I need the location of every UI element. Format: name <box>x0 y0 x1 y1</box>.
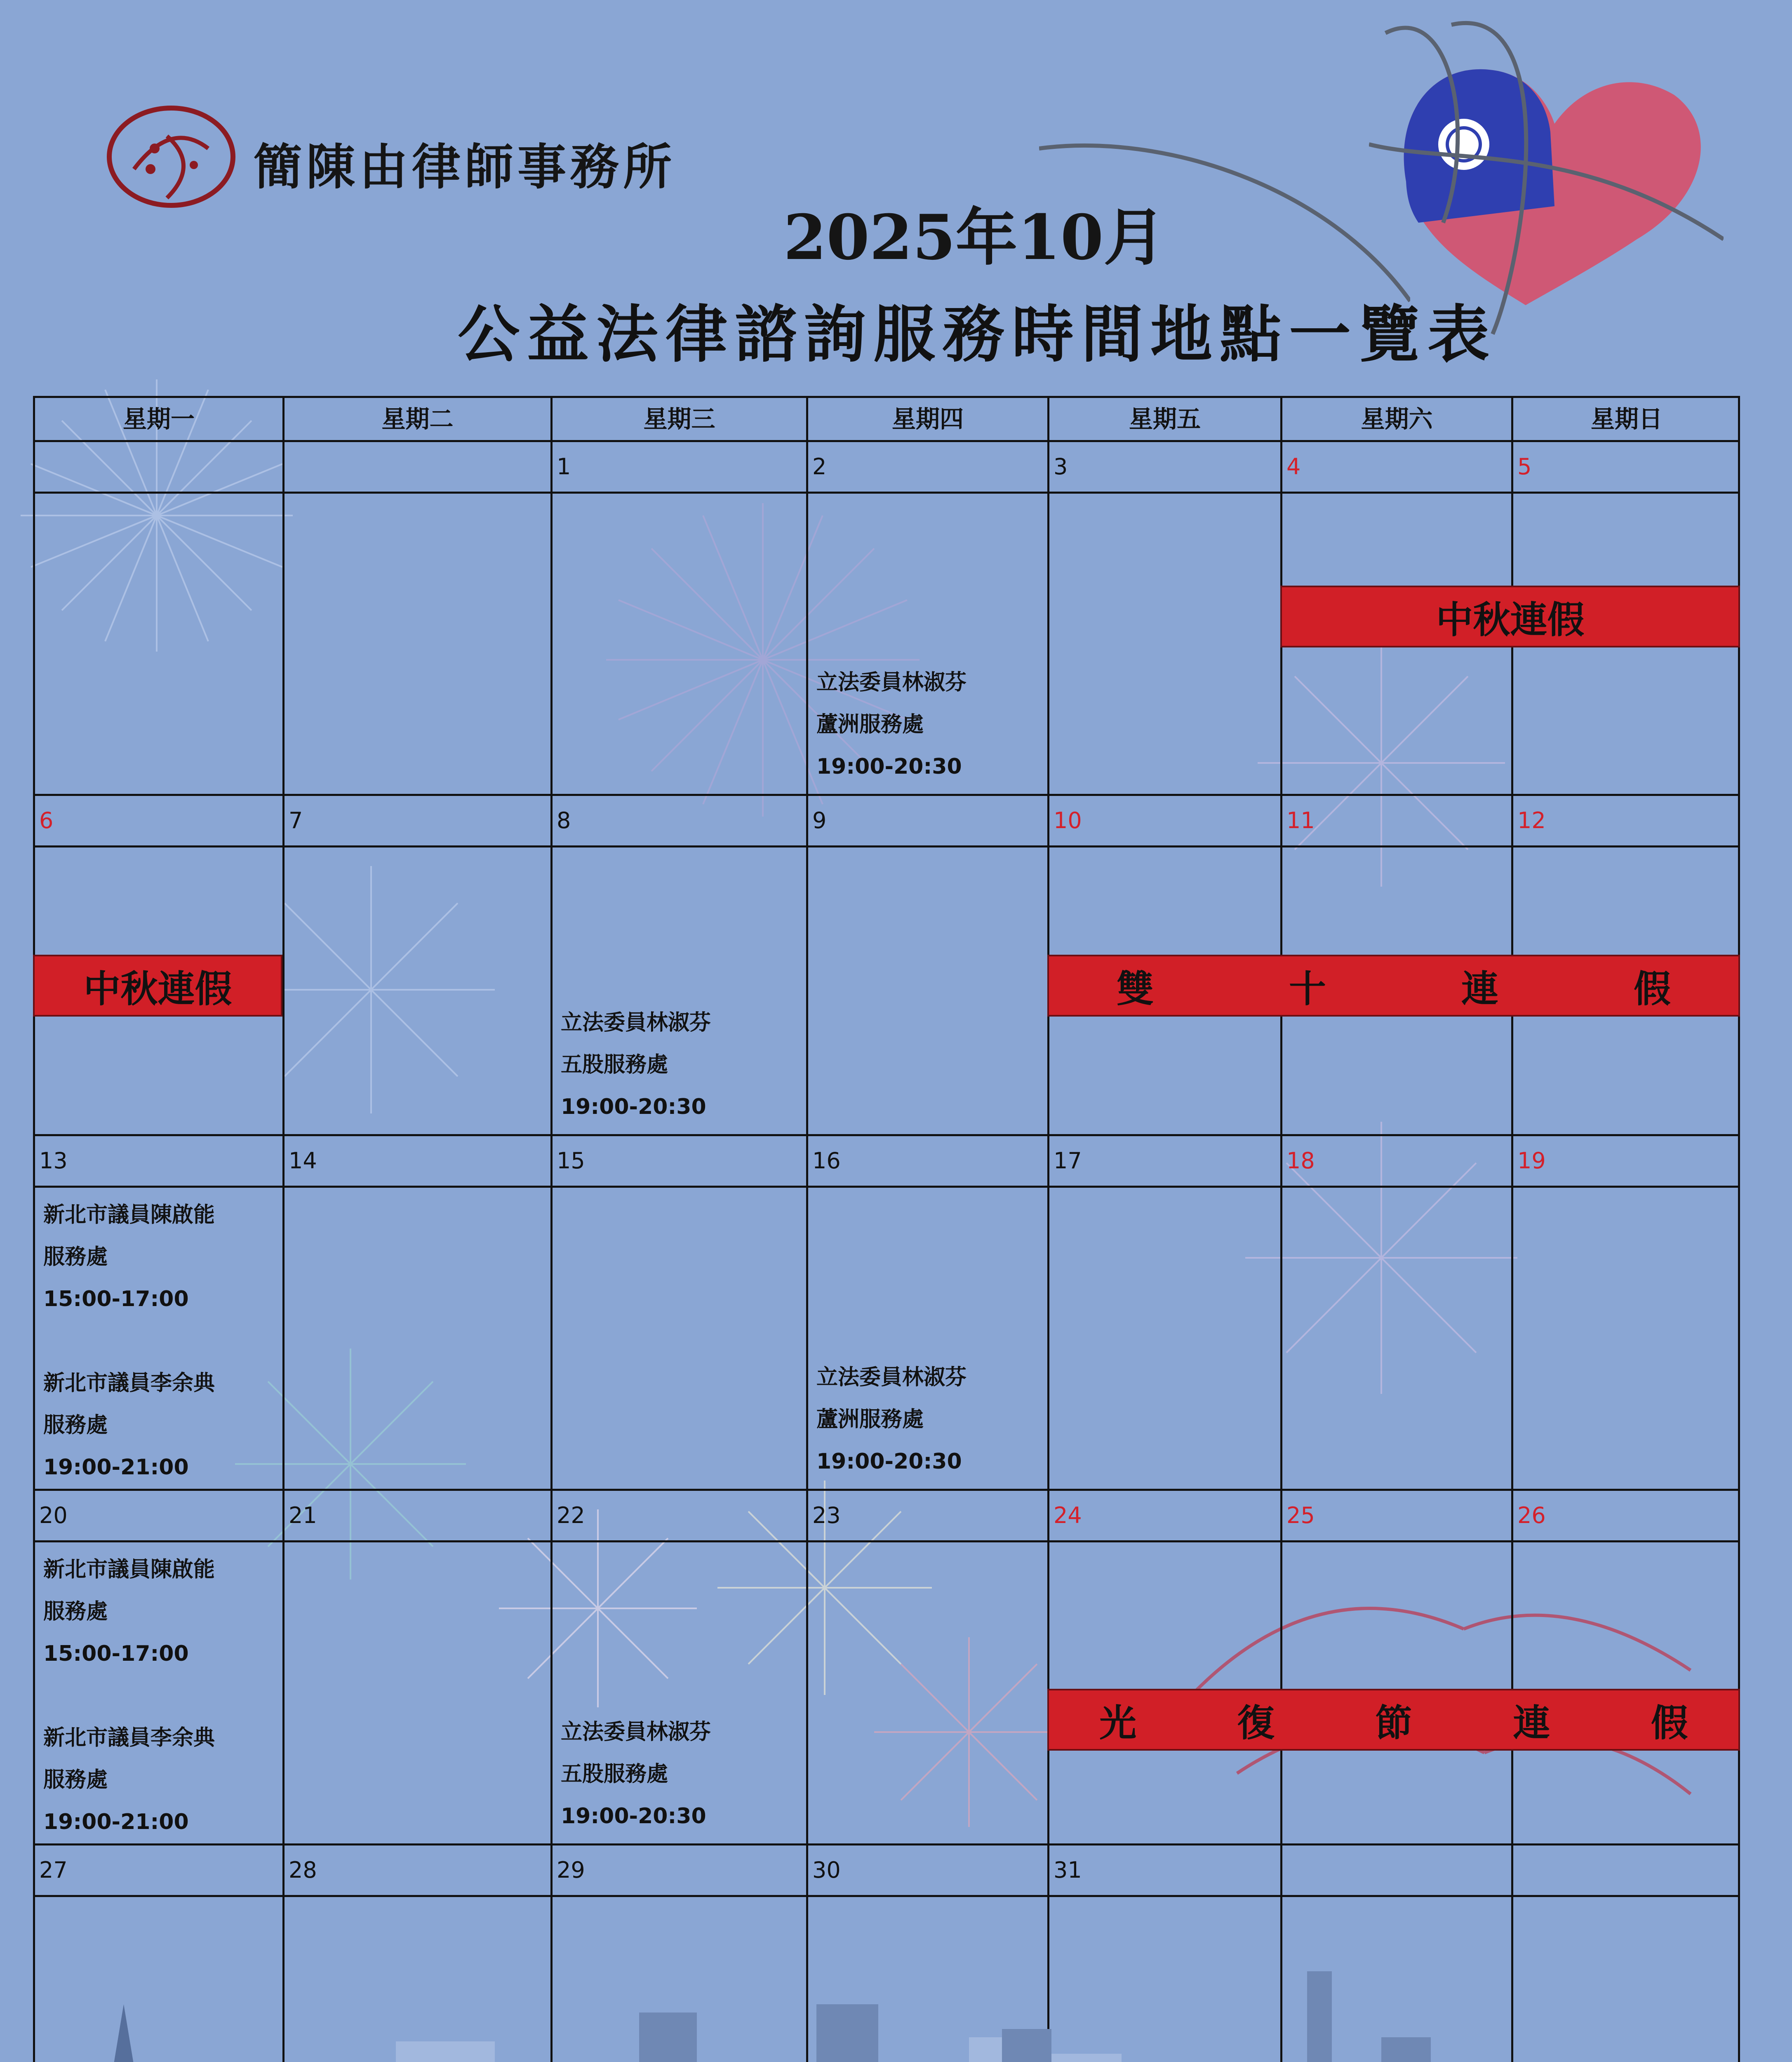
day-number: 19 <box>1513 1136 1740 1188</box>
entry-line <box>43 1320 215 1362</box>
entry-line: 新北市議員李余典 <box>43 1371 215 1396</box>
entry-line: 立法委員林淑芬 <box>816 670 967 695</box>
consultation-entry <box>43 1549 215 1843</box>
day-cell <box>808 1491 1049 1845</box>
day-number: 29 <box>553 1845 806 1897</box>
entry-line: 19:00-21:00 <box>43 1810 189 1834</box>
day-number: 17 <box>1049 1136 1280 1188</box>
day-cell <box>1049 1491 1282 1845</box>
day-cell <box>35 442 285 796</box>
entry-line: 新北市議員陳啟能 <box>43 1203 215 1227</box>
entry-line: 19:00-20:30 <box>816 1449 962 1474</box>
day-cell <box>553 442 808 796</box>
firm-name: 簡陳由律師事務所 <box>254 138 676 195</box>
day-cell <box>1282 1491 1513 1845</box>
day-number: 4 <box>1282 442 1511 494</box>
day-number: 31 <box>1049 1845 1280 1897</box>
entry-line: 立法委員林淑芬 <box>816 1365 967 1390</box>
day-number: 22 <box>553 1491 806 1542</box>
entry-line: 19:00-20:30 <box>561 1095 706 1119</box>
day-cell <box>1049 1136 1282 1491</box>
day-number <box>35 442 282 494</box>
banner-char: 假 <box>1634 967 1671 1011</box>
consultation-entry <box>816 1356 967 1483</box>
banner-char: 光 <box>1099 1701 1137 1745</box>
weekday-header: 星期六 <box>1282 398 1513 442</box>
entry-line: 服務處 <box>43 1599 108 1624</box>
day-number: 2 <box>808 442 1047 494</box>
banner-char: 節 <box>1375 1701 1412 1745</box>
weekday-header: 星期五 <box>1049 398 1282 442</box>
day-number: 18 <box>1282 1136 1511 1188</box>
day-number: 14 <box>285 1136 550 1188</box>
entry-line: 19:00-20:30 <box>561 1804 706 1829</box>
day-cell <box>285 796 553 1136</box>
consultation-entry <box>561 1002 711 1128</box>
day-cell <box>35 1136 285 1491</box>
day-number: 7 <box>285 796 550 847</box>
banner-char: 復 <box>1237 1701 1275 1745</box>
entry-line: 15:00-17:00 <box>43 1287 189 1311</box>
day-number: 20 <box>35 1491 282 1542</box>
day-number: 13 <box>35 1136 282 1188</box>
banner-char: 十 <box>1289 967 1326 1011</box>
day-cell <box>553 796 808 1136</box>
consultation-entry <box>561 1711 711 1837</box>
day-cell <box>35 1491 285 1845</box>
day-number: 27 <box>35 1845 282 1897</box>
entry-line: 服務處 <box>43 1245 108 1269</box>
entry-line: 19:00-21:00 <box>43 1455 189 1480</box>
entry-line: 15:00-17:00 <box>43 1641 189 1666</box>
day-number: 26 <box>1513 1491 1740 1542</box>
banner-char: 假 <box>1651 1701 1688 1745</box>
day-number: 3 <box>1049 442 1280 494</box>
banner-label: 中秋連假 <box>83 967 232 1011</box>
banner-label: 中秋連假 <box>1436 598 1585 642</box>
mid-autumn-holiday-banner <box>33 955 282 1017</box>
day-number: 10 <box>1049 796 1280 847</box>
day-number: 11 <box>1282 796 1511 847</box>
weekday-header-row <box>35 398 1738 442</box>
consultation-entry <box>816 661 967 788</box>
day-cell <box>285 1491 553 1845</box>
weekday-header: 星期三 <box>553 398 808 442</box>
day-number: 9 <box>808 796 1047 847</box>
day-cell <box>808 442 1049 796</box>
entry-line <box>43 1675 215 1717</box>
day-cell <box>553 1136 808 1491</box>
consultation-entry <box>43 1194 215 1488</box>
day-number: 21 <box>285 1491 550 1542</box>
entry-line: 服務處 <box>43 1413 108 1438</box>
ribbon-swirl-decoration <box>1039 136 1410 309</box>
entry-line: 五股服務處 <box>561 1762 668 1787</box>
day-number: 16 <box>808 1136 1047 1188</box>
day-number: 23 <box>808 1491 1047 1542</box>
day-cell <box>808 1136 1049 1491</box>
day-number <box>1282 1845 1511 1897</box>
day-number: 30 <box>808 1845 1047 1897</box>
day-cell <box>1282 1136 1513 1491</box>
day-number: 8 <box>553 796 806 847</box>
day-number: 15 <box>553 1136 806 1188</box>
entry-line: 立法委員林淑芬 <box>561 1010 711 1035</box>
day-number: 5 <box>1513 442 1740 494</box>
day-number <box>1513 1845 1740 1897</box>
day-cell <box>1049 442 1282 796</box>
day-number: 6 <box>35 796 282 847</box>
day-cell <box>1513 1136 1740 1491</box>
retrocession-day-holiday-banner <box>1047 1689 1740 1751</box>
day-number: 24 <box>1049 1491 1280 1542</box>
mid-autumn-holiday-banner <box>1280 586 1740 647</box>
day-cell <box>285 442 553 796</box>
entry-line: 蘆洲服務處 <box>816 712 924 737</box>
page-title: 公益法律諮詢服務時間地點一覽表 <box>458 298 1497 371</box>
entry-line: 新北市議員陳啟能 <box>43 1557 215 1582</box>
entry-line: 立法委員林淑芬 <box>561 1720 711 1744</box>
city-skyline-decoration <box>0 1955 1792 2062</box>
double-ten-holiday-banner <box>1047 955 1740 1017</box>
banner-char: 雙 <box>1117 967 1154 1011</box>
entry-line: 19:00-20:30 <box>816 754 962 779</box>
day-cell <box>1513 1491 1740 1845</box>
entry-line: 服務處 <box>43 1768 108 1792</box>
banner-char: 連 <box>1513 1701 1550 1745</box>
day-cell <box>553 1491 808 1845</box>
day-number: 1 <box>553 442 806 494</box>
day-number: 28 <box>285 1845 550 1897</box>
weekday-header: 星期日 <box>1513 398 1740 442</box>
day-number <box>285 442 550 494</box>
entry-line: 新北市議員李余典 <box>43 1725 215 1750</box>
entry-line: 蘆洲服務處 <box>816 1407 924 1432</box>
entry-line: 五股服務處 <box>561 1052 668 1077</box>
day-number: 12 <box>1513 796 1740 847</box>
banner-char: 連 <box>1461 967 1498 1011</box>
taiwan-flag-heart-icon <box>1369 8 1724 346</box>
weekday-header: 星期四 <box>808 398 1049 442</box>
title-month: 2025年10月 <box>783 201 1166 274</box>
day-number: 25 <box>1282 1491 1511 1542</box>
day-cell <box>808 796 1049 1136</box>
weekday-header: 星期一 <box>35 398 285 442</box>
firm-logo <box>105 103 237 210</box>
weekday-header: 星期二 <box>285 398 553 442</box>
day-cell <box>285 1136 553 1491</box>
